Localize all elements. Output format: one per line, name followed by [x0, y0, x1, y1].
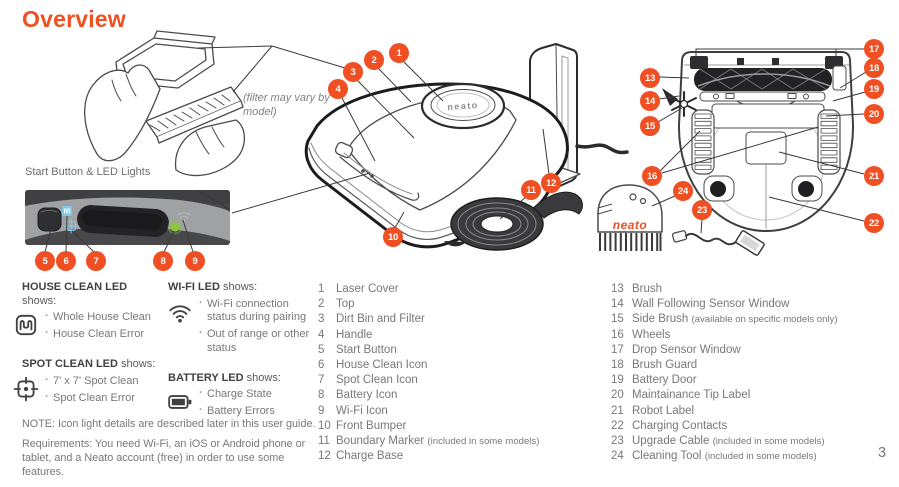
part-number: 9 — [318, 404, 325, 417]
legend-house-bullets — [44, 311, 160, 345]
part-number: 4 — [318, 328, 325, 341]
callout-14: 14 — [640, 91, 660, 111]
part-number: 24 — [611, 450, 624, 463]
house-clean-led-photo-icon — [62, 206, 72, 216]
part-label: Robot Label — [632, 404, 695, 417]
cleaning-tool-neato-logo: neato — [612, 218, 648, 232]
part-row — [318, 297, 598, 312]
callout-5: 5 — [35, 251, 55, 271]
part-label: Maintainance Tip Label — [632, 389, 751, 402]
part-number: 17 — [611, 343, 624, 356]
part-note: (included in some models) — [427, 435, 540, 447]
part-note: (available on specific models only) — [691, 314, 838, 326]
part-number: 16 — [611, 328, 624, 341]
part-row — [318, 388, 598, 403]
part-number: 23 — [611, 434, 624, 447]
part-row — [318, 373, 598, 388]
part-label: Wheels — [632, 328, 671, 341]
part-number: 7 — [318, 374, 325, 387]
part-number: 14 — [611, 298, 624, 311]
parts-list-left — [318, 282, 598, 464]
part-label: Handle — [336, 328, 373, 341]
part-label: Side Brush — [632, 313, 689, 326]
legend-bullet: · Wi-Fi connection status during pairing — [198, 298, 314, 325]
part-row — [318, 434, 598, 449]
part-number: 13 — [611, 283, 624, 295]
brush-detail — [694, 68, 832, 91]
part-label: Cleaning Tool — [632, 450, 702, 463]
note-text: NOTE: Icon light details are described later in this user guide. — [22, 418, 316, 430]
legend-house-clean — [8, 281, 160, 345]
part-label: Brush Guard — [632, 358, 698, 371]
legend-bullet: · Out of range or other status — [198, 328, 314, 355]
page-title: Overview — [22, 6, 126, 32]
turret-neato-logo: neato — [446, 99, 480, 113]
filter-caption: (filter may vary by model) — [243, 92, 330, 118]
wheel-left-detail — [692, 110, 714, 174]
part-number: 12 — [318, 450, 331, 463]
filter-illustration — [85, 31, 245, 176]
legend-column-right — [162, 281, 314, 435]
callout-15: 15 — [640, 116, 660, 136]
part-number: 22 — [611, 419, 624, 432]
callout-22: 22 — [864, 213, 884, 233]
legend-battery-title: BATTERY LED shows: — [168, 371, 281, 384]
part-number: 6 — [318, 358, 325, 371]
led-photo-label: Start Button & LED Lights — [25, 166, 151, 178]
legend-wifi — [162, 281, 314, 359]
legend-bullet: · Whole House Clean — [44, 311, 160, 325]
legend-spot-clean — [8, 358, 160, 409]
callout-6: 6 — [56, 251, 76, 271]
callout-23: 23 — [692, 200, 712, 220]
callout-20: 20 — [864, 104, 884, 124]
callout-8: 8 — [153, 251, 173, 271]
part-label: Laser Cover — [336, 283, 399, 295]
part-number: 21 — [611, 404, 624, 417]
part-row — [611, 419, 896, 434]
part-row — [611, 343, 896, 358]
part-row — [611, 449, 896, 464]
part-row — [318, 343, 598, 358]
part-number: 11 — [318, 434, 330, 447]
start-button-photo — [38, 208, 61, 231]
callout-24: 24 — [673, 181, 693, 201]
part-row — [611, 282, 896, 297]
part-row — [611, 373, 896, 388]
legend-wifi-title: WI-FI LED shows: — [168, 281, 258, 293]
part-row — [611, 434, 896, 449]
callout-21: 21 — [864, 166, 884, 186]
callout-13: 13 — [640, 68, 660, 88]
part-number: 15 — [611, 313, 624, 326]
part-label: Front Bumper — [336, 419, 407, 432]
part-label: Top — [336, 298, 355, 311]
legend-spot-bullets — [44, 375, 160, 409]
part-label: Wi-Fi Icon — [336, 404, 388, 417]
part-row — [318, 282, 598, 297]
legend-battery — [162, 372, 314, 423]
part-number: 2 — [318, 298, 325, 311]
part-row — [611, 388, 896, 403]
part-row — [611, 328, 896, 343]
part-label: Brush — [632, 283, 663, 295]
callout-7: 7 — [86, 251, 106, 271]
legend-wifi-bullets — [198, 298, 314, 359]
part-label: Wall Following Sensor Window — [632, 298, 790, 311]
part-row — [318, 358, 598, 373]
part-label: Boundary Marker — [336, 434, 425, 447]
wheel-right-detail — [818, 110, 840, 174]
requirements-text: Requirements: You need Wi-Fi, an iOS or Android phone or tablet, and a Neato account (free) in order to use some features. — [22, 438, 306, 478]
part-number: 18 — [611, 358, 624, 371]
part-label: Battery Door — [632, 374, 697, 387]
callout-4: 4 — [328, 79, 348, 99]
part-label: Spot Clean Icon — [336, 374, 418, 387]
part-number: 1 — [318, 283, 325, 295]
legend-spot-title: SPOT CLEAN LED shows: — [22, 358, 156, 370]
part-label: Upgrade Cable — [632, 434, 710, 447]
callout-19: 19 — [864, 79, 884, 99]
underside-illustration — [662, 52, 853, 231]
parts-list-right — [611, 282, 896, 464]
part-row — [318, 449, 598, 464]
legend-column-left — [8, 281, 160, 422]
callout-18: 18 — [864, 58, 884, 78]
page-number: 3 — [878, 445, 887, 461]
part-number: 19 — [611, 374, 624, 387]
callout-17: 17 — [864, 39, 884, 59]
legend-bullet: · Spot Clean Error — [44, 392, 160, 406]
part-note: (included in some models) — [712, 435, 825, 447]
upgrade-cable-illustration — [672, 230, 765, 256]
callout-3: 3 — [343, 62, 363, 82]
legend-bullet: · 7' x 7' Spot Clean — [44, 375, 160, 389]
callout-1: 1 — [389, 43, 409, 63]
part-number: 8 — [318, 389, 325, 402]
spot-clean-icon — [8, 375, 44, 409]
part-row — [318, 404, 598, 419]
callout-2: 2 — [364, 50, 384, 70]
callout-12: 12 — [541, 173, 561, 193]
callout-9: 9 — [185, 251, 205, 271]
part-label: House Clean Icon — [336, 358, 428, 371]
part-label: Start Button — [336, 343, 397, 356]
callout-10: 10 — [383, 227, 403, 247]
legend-bullet: · Battery Errors — [198, 405, 314, 419]
callout-16: 16 — [642, 166, 662, 186]
part-row — [611, 297, 896, 312]
wifi-icon — [162, 298, 198, 359]
led-photo — [25, 190, 230, 245]
part-label: Charging Contacts — [632, 419, 728, 432]
part-row — [611, 312, 896, 327]
part-row — [318, 312, 598, 327]
part-label: Drop Sensor Window — [632, 343, 741, 356]
part-number: 10 — [318, 419, 331, 432]
part-row — [611, 404, 896, 419]
cleaning-tool-illustration — [598, 185, 662, 251]
part-label: Dirt Bin and Filter — [336, 313, 425, 326]
laser-turret — [422, 84, 504, 128]
part-label: Charge Base — [336, 450, 404, 463]
part-row — [611, 358, 896, 373]
part-row — [318, 328, 598, 343]
part-number: 5 — [318, 343, 325, 356]
callout-11: 11 — [521, 180, 541, 200]
part-row — [318, 419, 598, 434]
house-clean-icon — [8, 311, 44, 345]
legend-bullet: · House Clean Error — [44, 328, 160, 342]
part-number: 3 — [318, 313, 325, 326]
part-number: 20 — [611, 389, 624, 402]
part-label: Battery Icon — [336, 389, 398, 402]
legend-house-title: HOUSE CLEAN LED shows: — [22, 281, 128, 307]
legend-bullet: · Charge State — [198, 388, 314, 402]
part-note: (included in some models) — [704, 451, 817, 463]
